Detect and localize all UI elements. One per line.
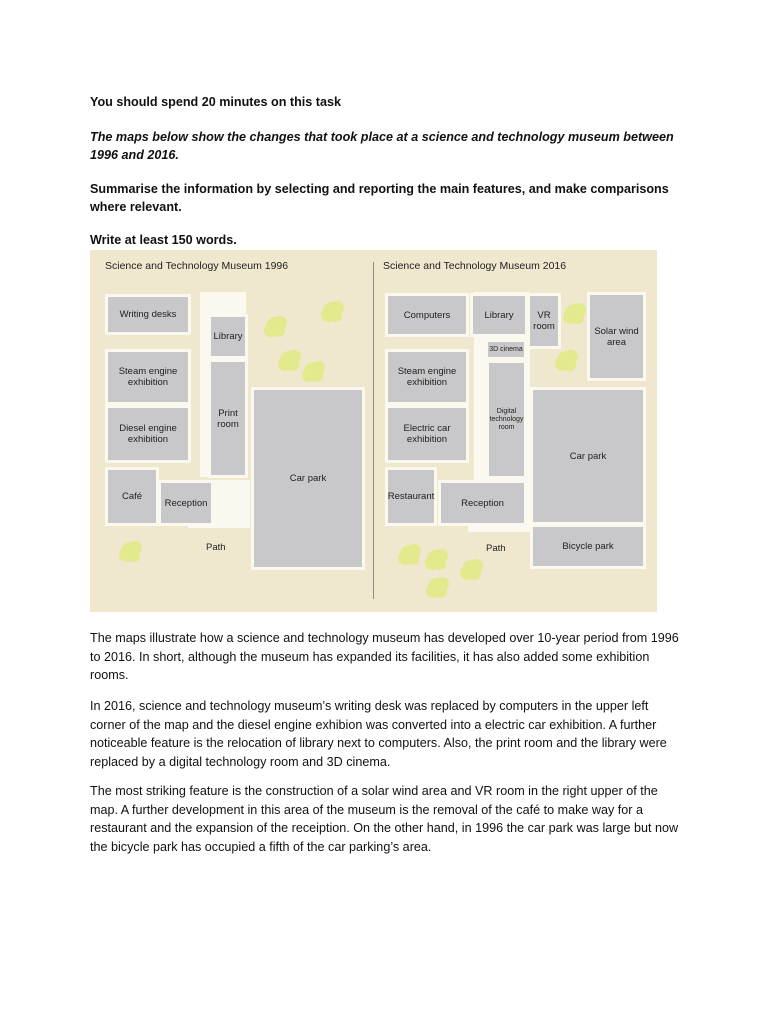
task-prompt: The maps below show the changes that took place at a science and technology museum between 1996 and 2016. [90,130,674,162]
room-writing-desks [108,297,188,332]
room-library-2016-label: Library [484,309,514,321]
essay-paragraph-3: The most striking feature is the construction of a solar wind area and VR room in the right upper of the map. A further development in this area of the museum is the removal of the café to make way for a restaurant and the expansion of the receiption. On the other hand, in 1996 the car park was large but now the bicycle park has occupied a fifth of the car parking’s area. [90,784,679,854]
tree-icon [304,362,322,380]
room-electric-car [388,408,466,460]
room-electric-car-label: Electric car exhibition [403,423,451,445]
room-diesel-engine [108,408,188,460]
car-park-2016-label: Car park [569,450,607,462]
room-restaurant [388,470,434,523]
task-summarise: Summarise the information by selecting and reporting the main features, and make comparisons where relevant. [90,182,669,214]
room-cafe [108,470,156,523]
room-computers-label: Computers [403,309,451,321]
room-print-room [211,362,245,475]
task-word-count: Write at least 150 words. [90,233,237,247]
tree-icon [427,550,445,568]
room-3d-cinema-label: 3D cinema [489,345,523,353]
essay-paragraph-1: The maps illustrate how a science and technology museum has developed over 10-year period from 1996 to 2016. In short, although the museum has expanded its facilities, it has also added some exhibition rooms. [90,631,679,682]
room-diesel-engine-label: Diesel engine exhibition [119,423,177,445]
path-label-1996: Path [206,542,226,553]
room-reception-1996-label: Reception [164,497,208,509]
room-library-1996 [211,317,245,356]
car-park-1996-label: Car park [289,473,327,484]
car-park-1996 [254,390,362,567]
path-label-2016: Path [486,543,506,554]
room-writing-desks-label: Writing desks [119,309,177,320]
room-steam-engine-2016-label: Steam engine exhibition [397,366,457,388]
tree-icon [400,545,418,563]
room-computers [388,296,466,334]
room-library-1996-label: Library [213,331,243,342]
room-restaurant-label: Restaurant [387,491,435,502]
room-steam-engine-2016 [388,352,466,402]
map-divider [373,262,374,599]
tree-icon [557,351,575,369]
bicycle-park [533,527,643,566]
room-vr-label: VR room [533,310,555,332]
museum-maps-figure [90,250,657,612]
tree-icon [280,351,298,369]
room-3d-cinema [488,342,524,357]
room-cafe-label: Café [121,491,143,502]
room-reception-2016-label: Reception [461,497,504,509]
tree-icon [266,317,284,335]
task-instruction: You should spend 20 minutes on this task [90,95,341,109]
tree-icon [323,302,341,320]
room-digital-technology [489,363,524,476]
room-library-2016 [473,296,525,334]
room-print-room-label: Print room [217,407,239,430]
map-1996-title: Science and Technology Museum 1996 [105,260,289,272]
room-digital-technology-label: Digital technology room [489,407,524,431]
solar-wind-area-label: Solar wind area [594,325,639,348]
map-2016-title: Science and Technology Museum 2016 [383,260,567,272]
car-park-2016 [533,390,643,522]
room-steam-engine-1996-label: Steam engine exhibition [118,366,178,388]
tree-icon [462,560,480,578]
tree-icon [428,578,446,596]
room-reception-2016 [441,483,524,523]
room-vr [530,296,558,346]
room-reception-1996 [161,483,211,523]
essay-paragraph-2: In 2016, science and technology museum’s writing desk was replaced by computers in the upper left corner of the map and the diesel engine exhibion was converted into a electric car exhibition. A further noticeable feature is the relocation of library next to computers. Also, the print room and the library were replaced by a digital technology room and 3D cinema. [90,699,667,769]
tree-icon [565,304,583,322]
room-steam-engine-1996 [108,352,188,402]
solar-wind-area [590,295,643,378]
tree-icon [121,542,139,560]
bicycle-park-label: Bicycle park [562,541,614,552]
